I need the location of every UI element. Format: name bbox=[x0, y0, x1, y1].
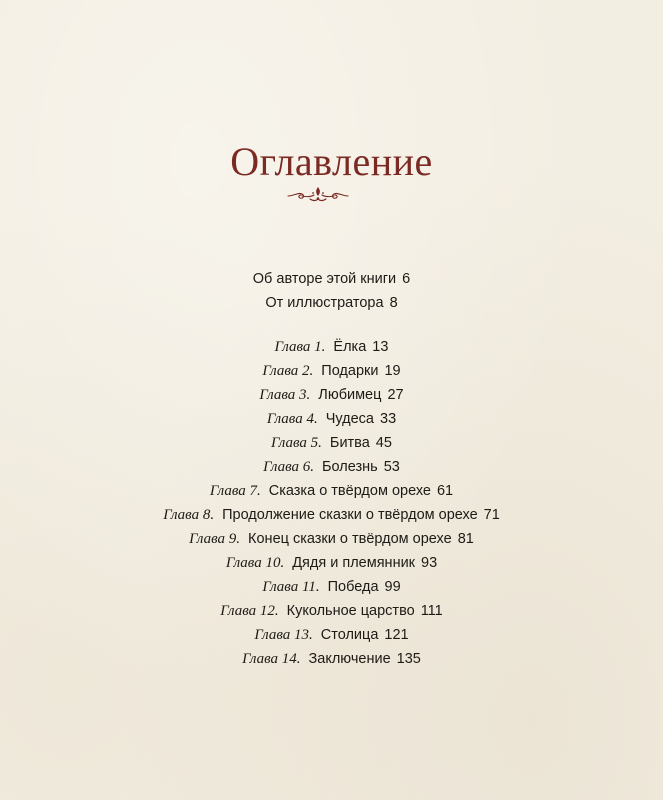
chapter-page: 45 bbox=[375, 435, 392, 451]
chapter-title: Битва bbox=[329, 435, 370, 451]
toc-chapter-entry[interactable] bbox=[0, 623, 663, 647]
chapter-label: Глава 7. bbox=[209, 483, 261, 499]
chapter-title: Кукольное царство bbox=[286, 603, 415, 619]
chapter-page: 27 bbox=[387, 387, 404, 403]
toc-chapter-entry[interactable] bbox=[0, 383, 663, 407]
toc-chapter-entry[interactable] bbox=[0, 551, 663, 575]
chapter-page: 81 bbox=[457, 531, 474, 547]
chapter-title: Конец сказки о твёрдом орехе bbox=[248, 531, 452, 547]
toc-chapter-entry[interactable] bbox=[0, 647, 663, 671]
chapter-label: Глава 3. bbox=[259, 387, 311, 403]
toc-chapter-entry[interactable] bbox=[0, 503, 663, 527]
toc-spacer bbox=[0, 315, 663, 335]
chapter-title: Чудеса bbox=[325, 411, 374, 427]
flourish-ornament-icon bbox=[286, 184, 350, 206]
chapter-title: Столица bbox=[320, 627, 379, 643]
toc-chapter-entry[interactable] bbox=[0, 335, 663, 359]
chapter-page: 121 bbox=[384, 627, 409, 643]
toc-entry-page: 8 bbox=[389, 295, 398, 311]
chapter-page: 53 bbox=[383, 459, 400, 475]
chapter-page: 61 bbox=[436, 483, 454, 499]
chapter-page: 93 bbox=[421, 555, 438, 571]
toc-chapter-entry[interactable] bbox=[0, 455, 663, 479]
chapter-page: 99 bbox=[384, 579, 401, 595]
page-title: Оглавление bbox=[230, 139, 433, 184]
chapter-page: 13 bbox=[372, 339, 389, 355]
toc-entry[interactable] bbox=[0, 291, 663, 315]
toc-chapter-entry[interactable] bbox=[0, 479, 663, 503]
toc-entry-title: Об авторе этой книги bbox=[252, 271, 397, 287]
chapter-page: 33 bbox=[380, 411, 397, 427]
chapter-label: Глава 13. bbox=[254, 627, 313, 643]
table-of-contents bbox=[0, 267, 663, 671]
chapter-label: Глава 5. bbox=[271, 435, 322, 451]
toc-chapter-entry[interactable] bbox=[0, 359, 663, 383]
toc-chapter-entry[interactable] bbox=[0, 575, 663, 599]
chapter-page: 71 bbox=[483, 507, 500, 523]
chapter-title: Ёлка bbox=[333, 339, 367, 355]
chapter-title: Заключение bbox=[308, 651, 391, 667]
chapter-title: Дядя и племянник bbox=[292, 555, 416, 571]
toc-chapter-entry[interactable] bbox=[0, 431, 663, 455]
chapter-page: 135 bbox=[396, 651, 421, 667]
chapter-title: Болезнь bbox=[322, 459, 378, 475]
chapter-title: Любимец bbox=[318, 387, 382, 403]
chapter-label: Глава 2. bbox=[262, 363, 314, 379]
toc-entry[interactable] bbox=[0, 267, 663, 291]
chapter-label: Глава 11. bbox=[262, 579, 320, 595]
chapter-title: Продолжение сказки о твёрдом орехе bbox=[222, 507, 478, 523]
chapter-label: Глава 12. bbox=[220, 603, 279, 619]
chapter-page: 19 bbox=[384, 363, 401, 379]
chapter-label: Глава 10. bbox=[225, 555, 285, 571]
toc-entry-title: От иллюстратора bbox=[265, 295, 384, 311]
chapter-label: Глава 9. bbox=[189, 531, 241, 547]
chapter-label: Глава 14. bbox=[242, 651, 301, 667]
toc-entry-page: 6 bbox=[402, 271, 411, 287]
chapter-label: Глава 6. bbox=[263, 459, 315, 475]
chapter-title: Подарки bbox=[321, 363, 379, 379]
chapter-title: Сказка о твёрдом орехе bbox=[268, 483, 431, 499]
toc-chapter-entry[interactable] bbox=[0, 407, 663, 431]
toc-chapter-entry[interactable] bbox=[0, 599, 663, 623]
chapter-label: Глава 8. bbox=[163, 507, 215, 523]
toc-chapter-entry[interactable] bbox=[0, 527, 663, 551]
chapter-label: Глава 4. bbox=[266, 411, 318, 427]
chapter-page: 111 bbox=[420, 603, 443, 619]
chapter-label: Глава 1. bbox=[274, 339, 326, 355]
chapter-title: Победа bbox=[327, 579, 379, 595]
